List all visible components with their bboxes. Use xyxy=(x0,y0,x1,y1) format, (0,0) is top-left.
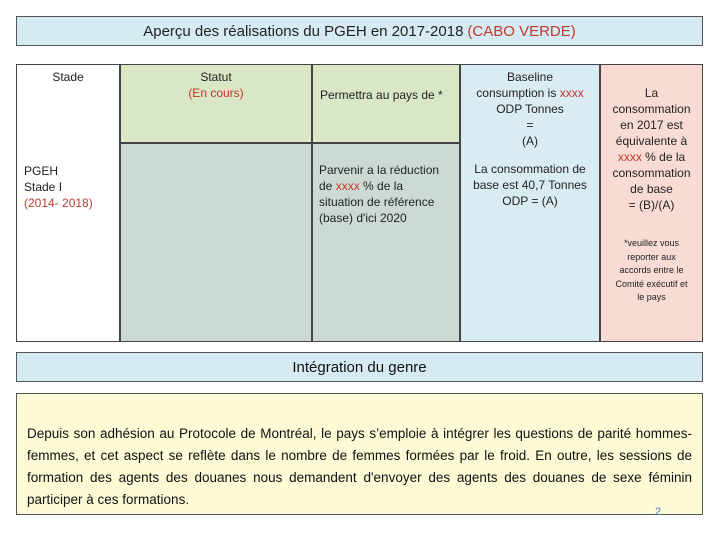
stade-row-info xyxy=(24,163,93,211)
consommation-header: La consommation en 2017 est équivalente à xxxx % de la consommation de base = (B)/(A) xyxy=(612,86,691,212)
statut-header: Statut xyxy=(200,70,232,84)
baseline-column xyxy=(460,64,600,342)
title-country: (CABO VERDE) xyxy=(467,22,576,40)
permettra-header-cell xyxy=(312,64,460,143)
stade-column xyxy=(16,64,120,342)
title-main: Aperçu des réalisations du PGEH en 2017-2018 xyxy=(143,22,464,40)
statut-header-cell xyxy=(120,64,312,143)
agreement-note: *veuillez vous reporter aux accords entre le Comité exécutif et le pays xyxy=(615,238,688,302)
stade-period: (2014- 2018) xyxy=(24,196,93,210)
stade-header: Stade xyxy=(52,70,84,84)
objective-cell xyxy=(312,143,460,342)
gender-paragraph: Depuis son adhésion au Protocole de Montréal, le pays s’emploie à intégrer les questions de parité hommes-femmes, et cet aspect se reflète dans le nombre de femmes formées par le froid. En outre, les sessions de formation des agents des douanes nous demandent d'envoyer des agents des douanes de sexe féminin participer à ces formations. xyxy=(27,426,692,507)
consommation-column xyxy=(600,64,703,342)
page-number: 2 xyxy=(654,506,662,518)
gender-heading-text: Intégration du genre xyxy=(292,358,427,376)
stade-phase: Stade I xyxy=(24,180,63,194)
statut-value-cell xyxy=(120,143,312,342)
baseline-value: La consommation de base est 40,7 Tonnes ODP = (A) xyxy=(473,162,587,208)
baseline-header: Baseline consumption is xxxx ODP Tonnes = (A) xyxy=(476,70,584,148)
objective-text: Parvenir a la réduction de xxxx % de la situation de référence (base) d'ici 2020 xyxy=(319,163,440,225)
statut-subheader: (En cours) xyxy=(188,86,244,100)
gender-heading xyxy=(16,352,703,382)
permettra-header: Permettra au pays de * xyxy=(320,88,443,102)
slide-title xyxy=(16,16,703,46)
gender-paragraph-box xyxy=(16,393,703,515)
stade-program: PGEH xyxy=(24,164,59,178)
